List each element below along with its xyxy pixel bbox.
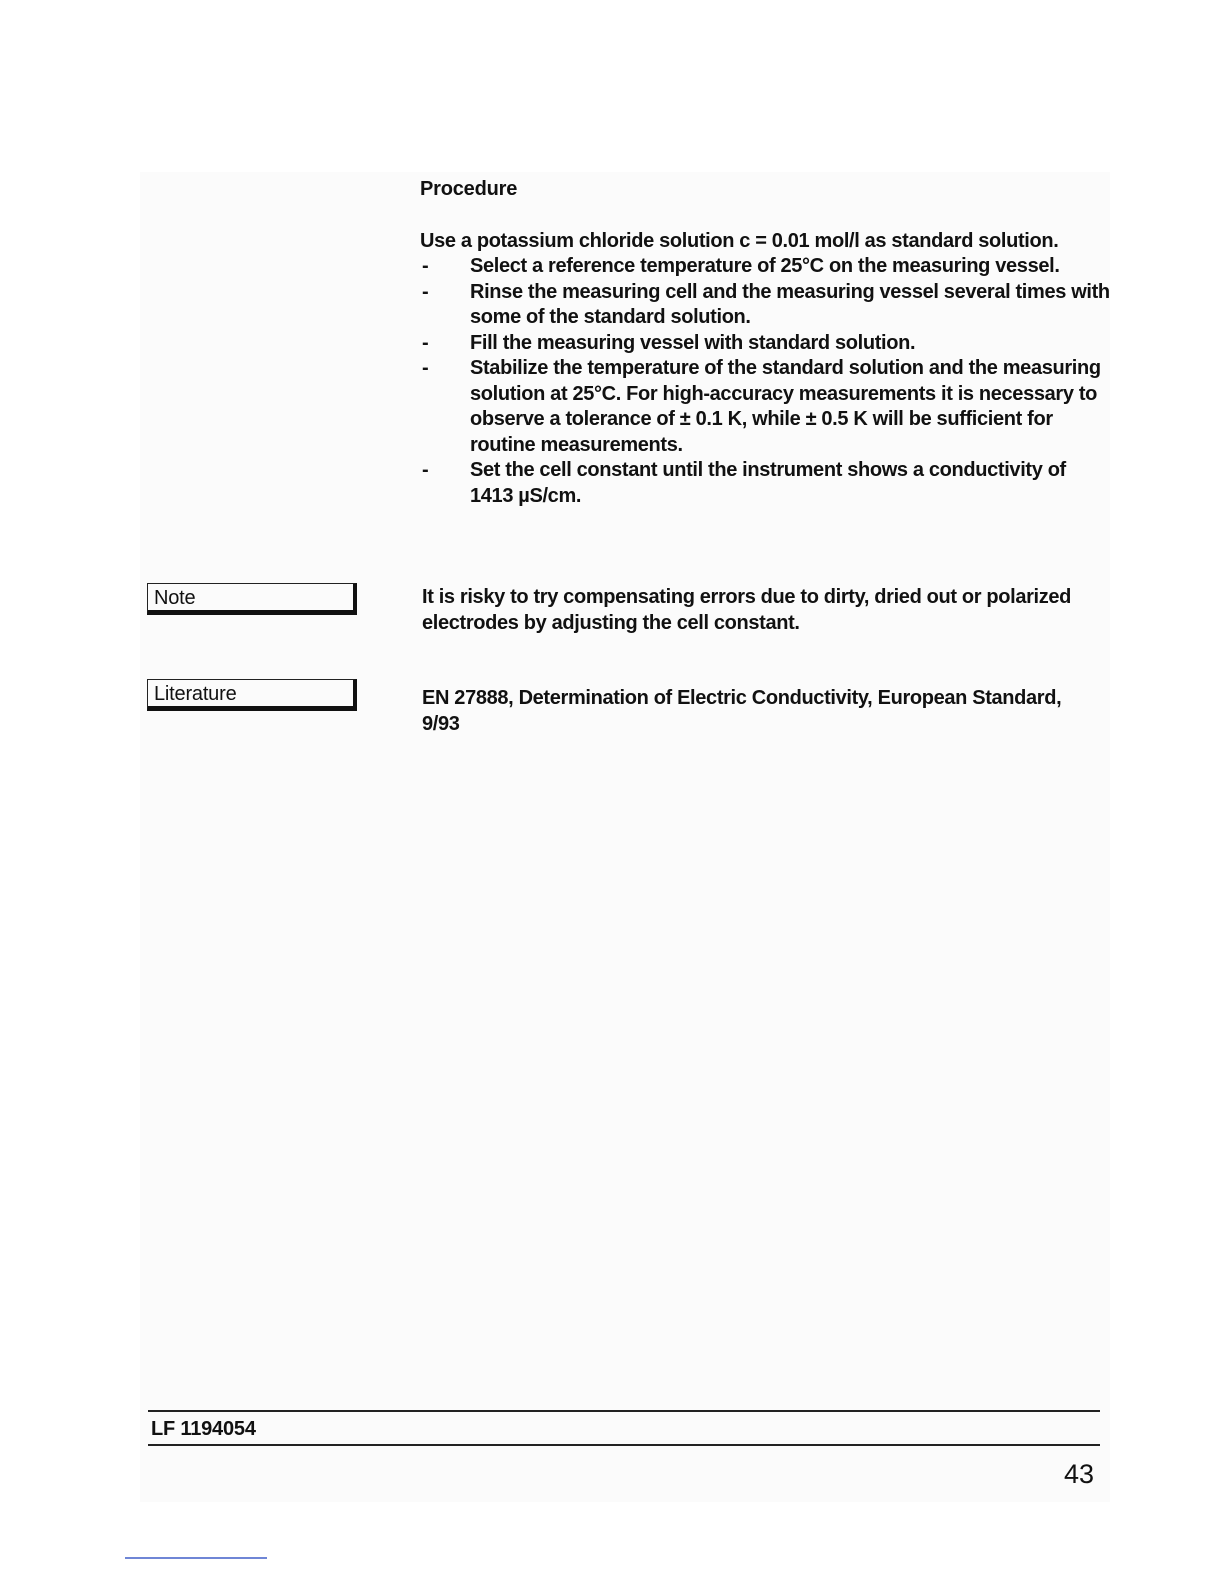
document-code: LF 1194054 [151, 1418, 256, 1440]
literature-label-box: Literature [147, 679, 357, 711]
procedure-step [420, 331, 1110, 357]
procedure-step-text: Stabilize the temperature of the standard solution and the measuring solution at 25°C. For high-accuracy measurements it is necessary to observe a tolerance of ± 0.1 K, while ± 0.5 K will be sufficient for routine measurements. [470, 357, 1101, 456]
procedure-step [420, 280, 1110, 331]
dash-bullet: - [422, 280, 429, 303]
dash-bullet: - [422, 357, 429, 379]
note-text: It is risky to try compensating errors due to dirty, dried out or polarized electrodes by adjusting the cell constant. [422, 586, 1072, 634]
procedure-intro: Use a potassium chloride solution c = 0.01 mol/l as standard solution. [420, 230, 1059, 252]
procedure-step-text: Fill the measuring vessel with standard solution. [470, 331, 916, 354]
dash-bullet: - [422, 331, 429, 354]
procedure-step-text: Set the cell constant until the instrument shows a conductivity of 1413 µS/cm. [470, 459, 1066, 507]
procedure-step [420, 254, 1110, 280]
scan-artifact-line [125, 1557, 267, 1559]
procedure-step [420, 458, 1110, 509]
procedure-step-text: Select a reference temperature of 25°C on the measuring vessel. [470, 255, 1060, 277]
procedure-steps-list [420, 254, 1110, 509]
footer-top-rule [148, 1410, 1100, 1412]
page-number: 43 [1063, 1459, 1094, 1489]
dash-bullet: - [422, 255, 429, 277]
literature-text: EN 27888, Determination of Electric Conductivity, European Standard, 9/93 [422, 687, 1062, 735]
note-label-box: Note [147, 583, 357, 615]
dash-bullet: - [422, 459, 429, 481]
procedure-step [420, 356, 1110, 458]
procedure-step-text: Rinse the measuring cell and the measuring vessel several times with some of the standard solution. [470, 280, 1110, 328]
footer-bottom-rule [148, 1444, 1100, 1446]
procedure-heading: Procedure [420, 178, 518, 200]
